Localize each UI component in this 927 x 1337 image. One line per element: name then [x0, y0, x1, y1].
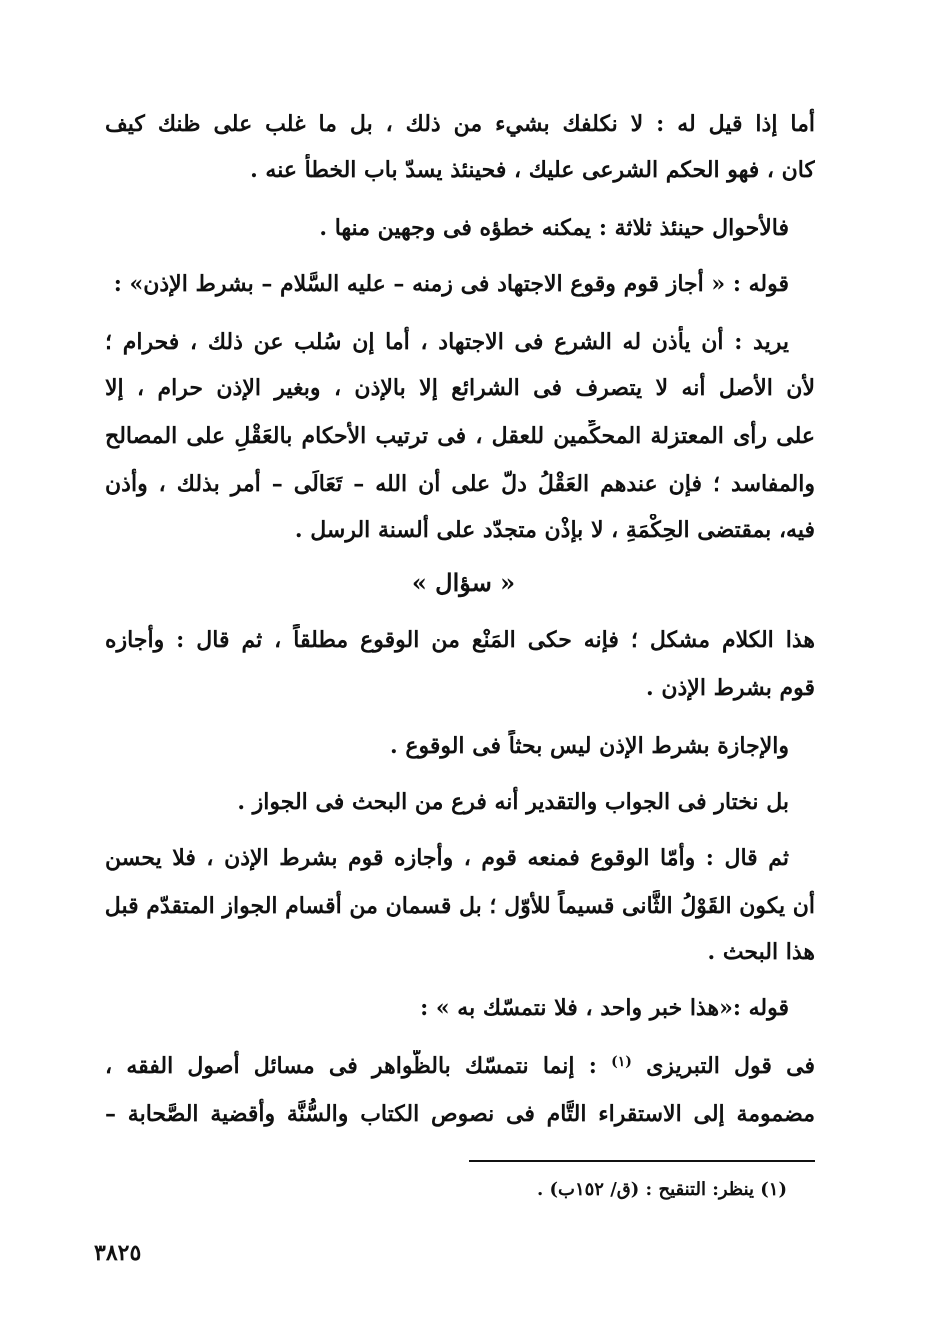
text-line: فالأحوال حينئذ ثلاثة : يمكنه خطؤه فى وجهين منها . — [319, 215, 789, 241]
text-line: لأن الأصل أنه لا يتصرف فى الشرائع إلا بالإذن ، وبغير الإذن حرام ، إلا — [105, 375, 815, 401]
quote-line: قوله : « أجاز قوم وقوع الاجتهاد فى زمنه – عليه السَّلام – بشرط الإذن» : — [113, 271, 789, 297]
text-line: بل نختار فى الجواب والتقدير أنه فرع من البحث فى الجواز . — [237, 789, 789, 815]
text-line: قوم بشرط الإذن . — [646, 675, 815, 701]
text-segment: فى قول التبريزى — [646, 1053, 815, 1079]
section-heading: « سؤال » — [411, 568, 516, 597]
text-line: أما إذا قيل له : لا نكلفك بشيء من ذلك ، بل ما غلب على ظنك كيف — [105, 111, 815, 137]
text-line: كان ، فهو الحكم الشرعى عليك ، فحينئذ يسدّ باب الخطأ عنه . — [250, 157, 815, 183]
footnote-divider — [469, 1160, 815, 1162]
text-line: ثم قال : وأمّا الوقوع فمنعه قوم ، وأجازه قوم بشرط الإذن ، فلا يحسن — [105, 845, 789, 871]
text-line: هذا الكلام مشكل ؛ فإنه حكى المَنْع من الوقوع مطلقاً ، ثم قال : وأجازه — [105, 627, 815, 653]
footnote-marker[interactable]: (١) — [611, 1054, 632, 1070]
text-line: والمفاسد ؛ فإن عندهم العَقْلُ دلّ على أن الله – تَعَالَى – أمر بذلك ، وأذن — [105, 471, 815, 497]
text-line: مضمومة إلى الاستقراء التَّام فى نصوص الكتاب والسُّنَّة وأقضية الصَّحابة – — [105, 1101, 815, 1127]
text-line — [105, 1050, 815, 1082]
text-segment: : إنما نتمسّك بالظَّواهر فى مسائل أصول الفقه ، — [105, 1053, 597, 1079]
text-line: هذا البحث . — [707, 939, 815, 965]
page-number: ٣٨٢٥ — [94, 1240, 142, 1266]
quote-line: قوله :«هذا خبر واحد ، فلا نتمسّك به » : — [420, 995, 789, 1021]
text-line: فيه، بمقتضى الحِكْمَةِ ، لا بإذْن متجدّد على ألسنة الرسل . — [294, 517, 815, 543]
text-line: على رأى المعتزلة المحكِّمين للعقل ، فى ترتيب الأحكام بالعَقْلِ على المصالح — [105, 423, 815, 449]
text-line: والإجازة بشرط الإذن ليس بحثاً فى الوقوع . — [390, 733, 789, 759]
text-line: أن يكون القَوْلُ الثَّانى قسيماً للأوّل ؛ بل قسمان من أقسام الجواز المتقدّم قبل — [105, 893, 815, 919]
text-line: يريد : أن يأذن له الشرع فى الاجتهاد ، أما إن سُلب عن ذلك ، فحرام ؛ — [105, 329, 789, 355]
footnote: (١) ينظر: التنقيح : (ق/ ١٥٢ب) . — [536, 1179, 787, 1200]
